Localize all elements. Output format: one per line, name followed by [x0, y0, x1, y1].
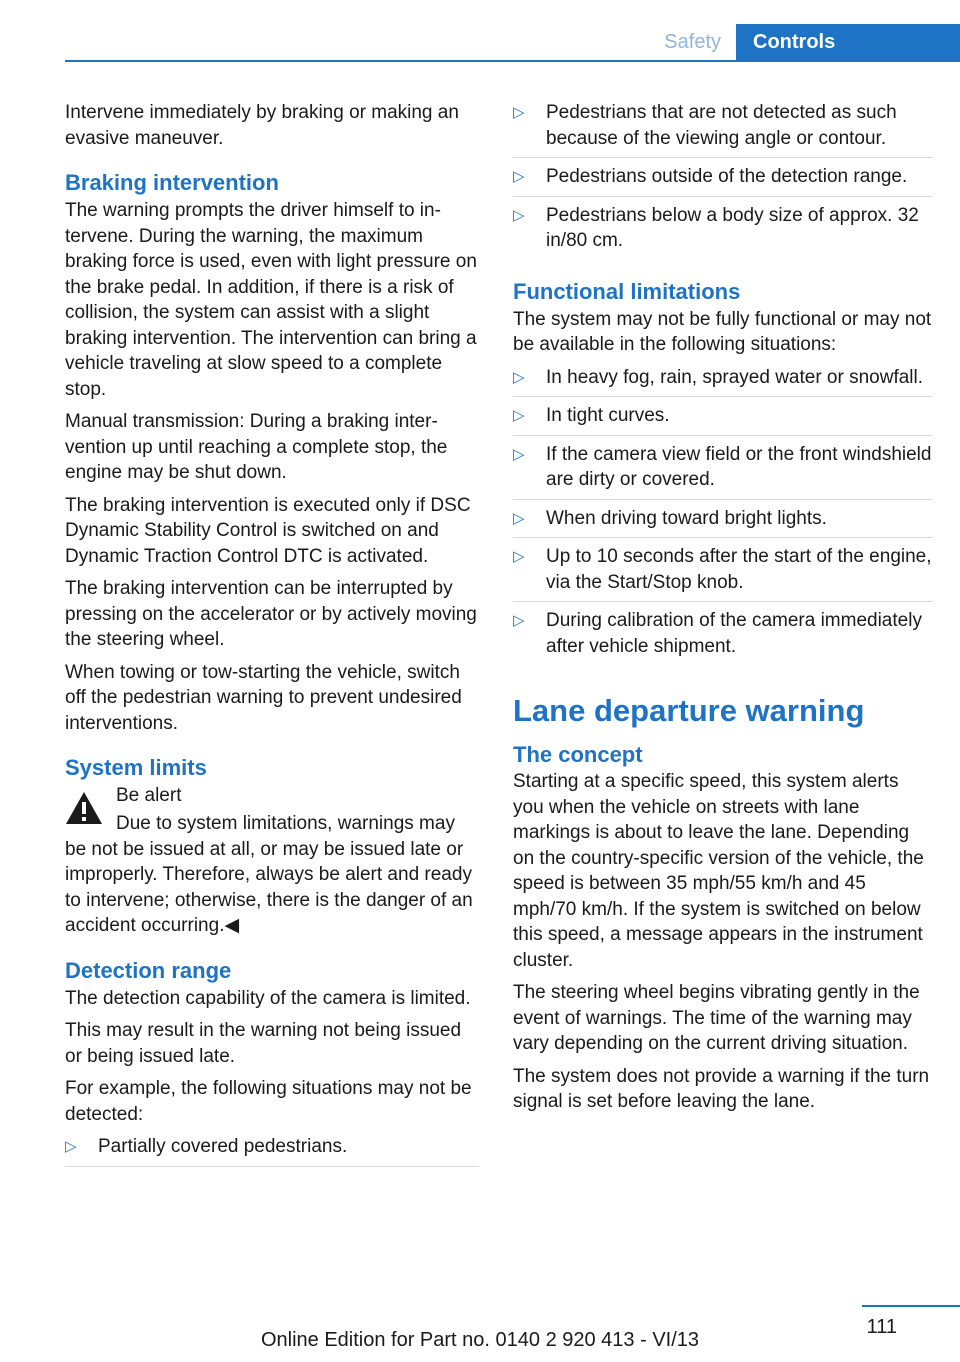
bullet-triangle-icon: ▷: [65, 1138, 77, 1155]
braking-paragraph-1: The warning prompts the driver himself to intervene. During the warning, the maximum braking force is used, even with light pressure on the brake pedal. In addition, if there is a risk of collision, the system can assist with a slight braking intervention. The intervention can bring a vehicle traveling at slow speed to a complete stop.: [65, 200, 477, 400]
functional-limitations-heading: Functional limitations: [513, 278, 741, 304]
warning-text: Due to system limitations, warnings may be not be issued at all, or may be issued late or improperly. Therefore, always be alert and ready to intervene; otherwise, there is the danger of an accident occurring.◀: [65, 813, 473, 936]
braking-paragraph-5: When towing or tow-starting the vehicle, switch off the pedestrian warning to prevent undesired interventions.: [65, 661, 462, 734]
warning-triangle-icon: [65, 791, 103, 825]
list-item: ▷ In heavy fog, rain, sprayed water or snowfall.: [513, 365, 933, 398]
concept-paragraph-3: The system does not provide a warning if the turn signal is set before leaving the lane.: [513, 1065, 930, 1112]
intro-paragraph: Intervene immediately by braking or making an evasive maneuver.: [65, 102, 459, 149]
list-item: ▷ During calibration of the camera immediately after vehicle shipment.: [513, 610, 922, 657]
detection-list-continued: [513, 100, 933, 260]
bullet-triangle-icon: ▷: [513, 548, 525, 565]
bullet-triangle-icon: ▷: [513, 445, 525, 463]
list-item: ▷ Pedestrians below a body size of approx. 32 in/80 cm.: [513, 204, 919, 251]
detection-paragraph-2: This may result in the warning not being issued or being issued late.: [65, 1020, 462, 1067]
bullet-triangle-icon: ▷: [513, 612, 525, 629]
list-item: ▷ Pedestrians outside of the detection range.: [513, 164, 933, 197]
list-item: ▷ When driving toward bright lights.: [513, 506, 933, 539]
lane-departure-heading: Lane departure warning: [513, 693, 865, 728]
system-limits-heading: System limits: [65, 755, 207, 780]
warning-title: Be alert: [116, 785, 182, 806]
header-tab-safety: Safety: [664, 31, 721, 53]
header-tab-controls: Controls: [736, 24, 960, 61]
bullet-triangle-icon: ▷: [513, 206, 525, 224]
detection-range-heading: Detection range: [65, 957, 232, 983]
bullet-triangle-icon: ▷: [513, 168, 525, 185]
left-column: [65, 100, 479, 1173]
list-item: ▷ Up to 10 seconds after the start of the engine, via the Start/Stop knob.: [513, 544, 933, 602]
braking-paragraph-2: Manual transmission: During a braking intervention up until reaching a complete stop, the engine may be shut down.: [65, 411, 448, 483]
bullet-triangle-icon: ▷: [513, 509, 525, 527]
bullet-triangle-icon: ▷: [513, 368, 525, 386]
detection-paragraph-3: For example, the following situations may not be detected:: [65, 1078, 472, 1125]
list-item: ▷ If the camera view field or the front windshield are dirty or covered.: [513, 442, 933, 500]
functional-paragraph: The system may not be fully functional or may not be available in the following situations:: [513, 308, 932, 355]
braking-paragraph-3: The braking intervention is executed only if DSC Dynamic Stability Control is switched on and Dynamic Traction Control DTC is activated.: [65, 494, 471, 567]
page-number: 111: [866, 1316, 897, 1338]
footer-rule: [862, 1305, 960, 1307]
functional-list: [513, 365, 933, 666]
bullet-triangle-icon: ▷: [513, 407, 525, 424]
braking-paragraph-4: The braking intervention can be interrupted by pressing on the accelerator or by actively moving the steering wheel.: [65, 578, 477, 650]
concept-heading: The concept: [513, 742, 643, 767]
concept-paragraph-2: The steering wheel begins vibrating gently in the event of warnings. The time of the warning may vary depending on the current driving situation.: [513, 982, 920, 1054]
bullet-triangle-icon: ▷: [513, 104, 525, 121]
concept-paragraph-1: Starting at a specific speed, this system alerts you when the vehicle on streets with lane markings is about to leave the lane. Depending on the country-specific version of the vehicle, the speed is between 35 mph/55 km/h and 45 mph/70 km/h. If the system is switched on below this speed, a message appears in the instrument cluster.: [513, 771, 924, 971]
detection-paragraph-1: The detection capability of the camera is limited.: [65, 987, 471, 1009]
right-column: [513, 100, 933, 1122]
braking-heading: Braking intervention: [65, 170, 279, 195]
list-item: ▷ Partially covered pedestrians.: [65, 1134, 479, 1167]
footer-edition: Online Edition for Part no. 0140 2 920 413 - VI/13: [260, 1329, 700, 1351]
list-item: ▷ Pedestrians that are not detected as such because of the viewing angle or contour.: [513, 100, 933, 158]
detection-list: [65, 1134, 479, 1167]
list-item: ▷ In tight curves.: [513, 403, 933, 436]
header-rule: [65, 60, 960, 62]
warning-box: [65, 783, 479, 831]
